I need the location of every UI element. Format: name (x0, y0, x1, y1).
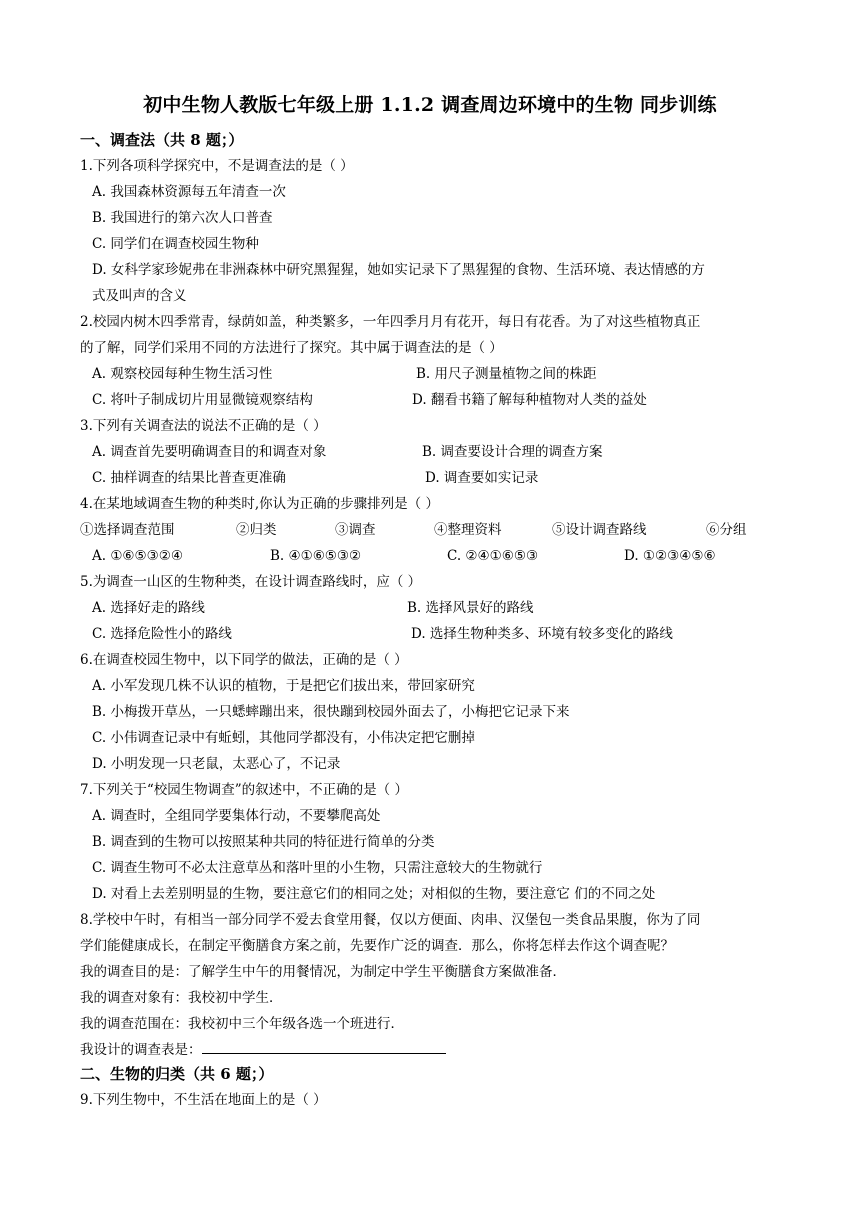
question-7-option-a: A. 调查时，全组同学要集体行动，不要攀爬高处 (92, 808, 381, 824)
question-7-stem: 7.下列关于“校园生物调查”的叙述中，不正确的是（ ） (80, 782, 408, 798)
question-4-step: ③调查 (335, 522, 376, 538)
question-3-option-d: D. 调查要如实记录 (425, 470, 539, 486)
question-4-step: ②归类 (236, 522, 277, 538)
question-6-option-c: C. 小伟调查记录中有蚯蚓，其他同学都没有，小伟决定把它删掉 (92, 730, 475, 746)
question-2-option-d: D. 翻看书籍了解每种植物对人类的益处 (412, 392, 647, 408)
question-8-table-line (80, 1040, 446, 1060)
question-3-option-a: A. 调查首先要明确调查目的和调查对象 (92, 444, 327, 460)
answer-blank (202, 1041, 446, 1054)
question-4-option-d: D. ①②③④⑤⑥ (624, 548, 716, 564)
question-5-option-c: C. 选择危险性小的路线 (92, 626, 232, 642)
question-7-option-d: D. 对看上去差别明显的生物，要注意它们的相同之处；对相似的生物，要注意它 们的不同之处 (92, 886, 656, 902)
question-4-option-b: B. ④①⑥⑤③② (270, 548, 362, 564)
page-title: 初中生物人教版七年级上册 1.1.2 调查周边环境中的生物 同步训练 (143, 94, 717, 116)
section-heading-survey: 一、调查法（共 8 题；） (80, 131, 244, 149)
question-7-option-b: B. 调查到的生物可以按照某种共同的特征进行简单的分类 (92, 834, 435, 850)
question-5-stem: 5.为调查一山区的生物种类，在设计调查路线时，应（ ） (80, 574, 422, 590)
question-3-option-c: C. 抽样调查的结果比普查更准确 (92, 470, 286, 486)
question-8-subjects: 我的调查对象有：我校初中学生． (80, 990, 283, 1006)
question-2-option-b: B. 用尺子测量植物之间的株距 (416, 366, 597, 382)
question-6-stem: 6.在调查校园生物中，以下同学的做法，正确的是（ ） (80, 652, 408, 668)
question-1-option-d: D. 女科学家珍妮弗在非洲森林中研究黑猩猩，她如实记录下了黑猩猩的食物、生活环境、表达情感的方 (92, 262, 705, 278)
question-2-option-a: A. 观察校园每种生物生活习性 (92, 366, 273, 382)
question-1-option-a: A. 我国森林资源每五年清查一次 (92, 184, 286, 200)
question-3-option-b: B. 调查要设计合理的调查方案 (422, 444, 603, 460)
question-2-option-c: C. 将叶子制成切片用显微镜观察结构 (92, 392, 313, 408)
question-4-option-a: A. ①⑥⑤③②④ (92, 548, 183, 564)
question-4-step: ⑤设计调查路线 (552, 522, 647, 538)
question-4-option-c: C. ②④①⑥⑤③ (447, 548, 539, 564)
question-6-option-b: B. 小梅拨开草丛，一只蟋蟀蹦出来，很快蹦到校园外面去了，小梅把它记录下来 (92, 704, 570, 720)
question-1-stem: 1.下列各项科学探究中，不是调查法的是（ ） (80, 158, 354, 174)
question-2-stem: 2.校园内树木四季常青，绿荫如盖，种类繁多，一年四季月月有花开，每日有花香。为了对这些植物真正 (80, 314, 701, 330)
question-2-stem-cont: 的了解，同学们采用不同的方法进行了探究。其中属于调查法的是（ ） (80, 340, 503, 356)
question-4-step: ①选择调查范围 (80, 522, 175, 538)
question-7-option-c: C. 调查生物可不必太注意草丛和落叶里的小生物，只需注意较大的生物就行 (92, 860, 543, 876)
question-1-option-d-cont: 式及叫声的含义 (92, 288, 187, 304)
section-heading-classification: 二、生物的归类（共 6 题；） (80, 1065, 274, 1083)
question-8-stem-cont: 学们能健康成长，在制定平衡膳食方案之前，先要作广泛的调查．那么，你将怎样去作这个调查呢？ (80, 938, 674, 954)
question-8-scope: 我的调查范围在：我校初中三个年级各选一个班进行． (80, 1016, 404, 1032)
question-5-option-a: A. 选择好走的路线 (92, 600, 205, 616)
question-4-stem: 4.在某地域调查生物的种类时,你认为正确的步骤排列是（ ） (80, 496, 439, 512)
question-8-table-label: 我设计的调查表是： (80, 1042, 202, 1058)
question-1-option-b: B. 我国进行的第六次人口普查 (92, 210, 273, 226)
question-4-step: ⑥分组 (706, 522, 747, 538)
question-6-option-a: A. 小军发现几株不认识的植物，于是把它们拔出来，带回家研究 (92, 678, 475, 694)
question-9-stem: 9.下列生物中，不生活在地面上的是（ ） (80, 1092, 327, 1108)
question-1-option-c: C. 同学们在调查校园生物种 (92, 236, 259, 252)
question-6-option-d: D. 小明发现一只老鼠，太恶心了，不记录 (92, 756, 341, 772)
question-8-stem: 8.学校中午时，有相当一部分同学不爱去食堂用餐，仅以方便面、肉串、汉堡包一类食品果腹，你为了同 (80, 912, 701, 928)
question-5-option-b: B. 选择风景好的路线 (407, 600, 534, 616)
question-8-purpose: 我的调查目的是：了解学生中午的用餐情况，为制定中学生平衡膳食方案做准备． (80, 964, 566, 980)
question-5-option-d: D. 选择生物种类多、环境有较多变化的路线 (411, 626, 673, 642)
question-3-stem: 3.下列有关调查法的说法不正确的是（ ） (80, 418, 327, 434)
question-4-step: ④整理资料 (434, 522, 502, 538)
